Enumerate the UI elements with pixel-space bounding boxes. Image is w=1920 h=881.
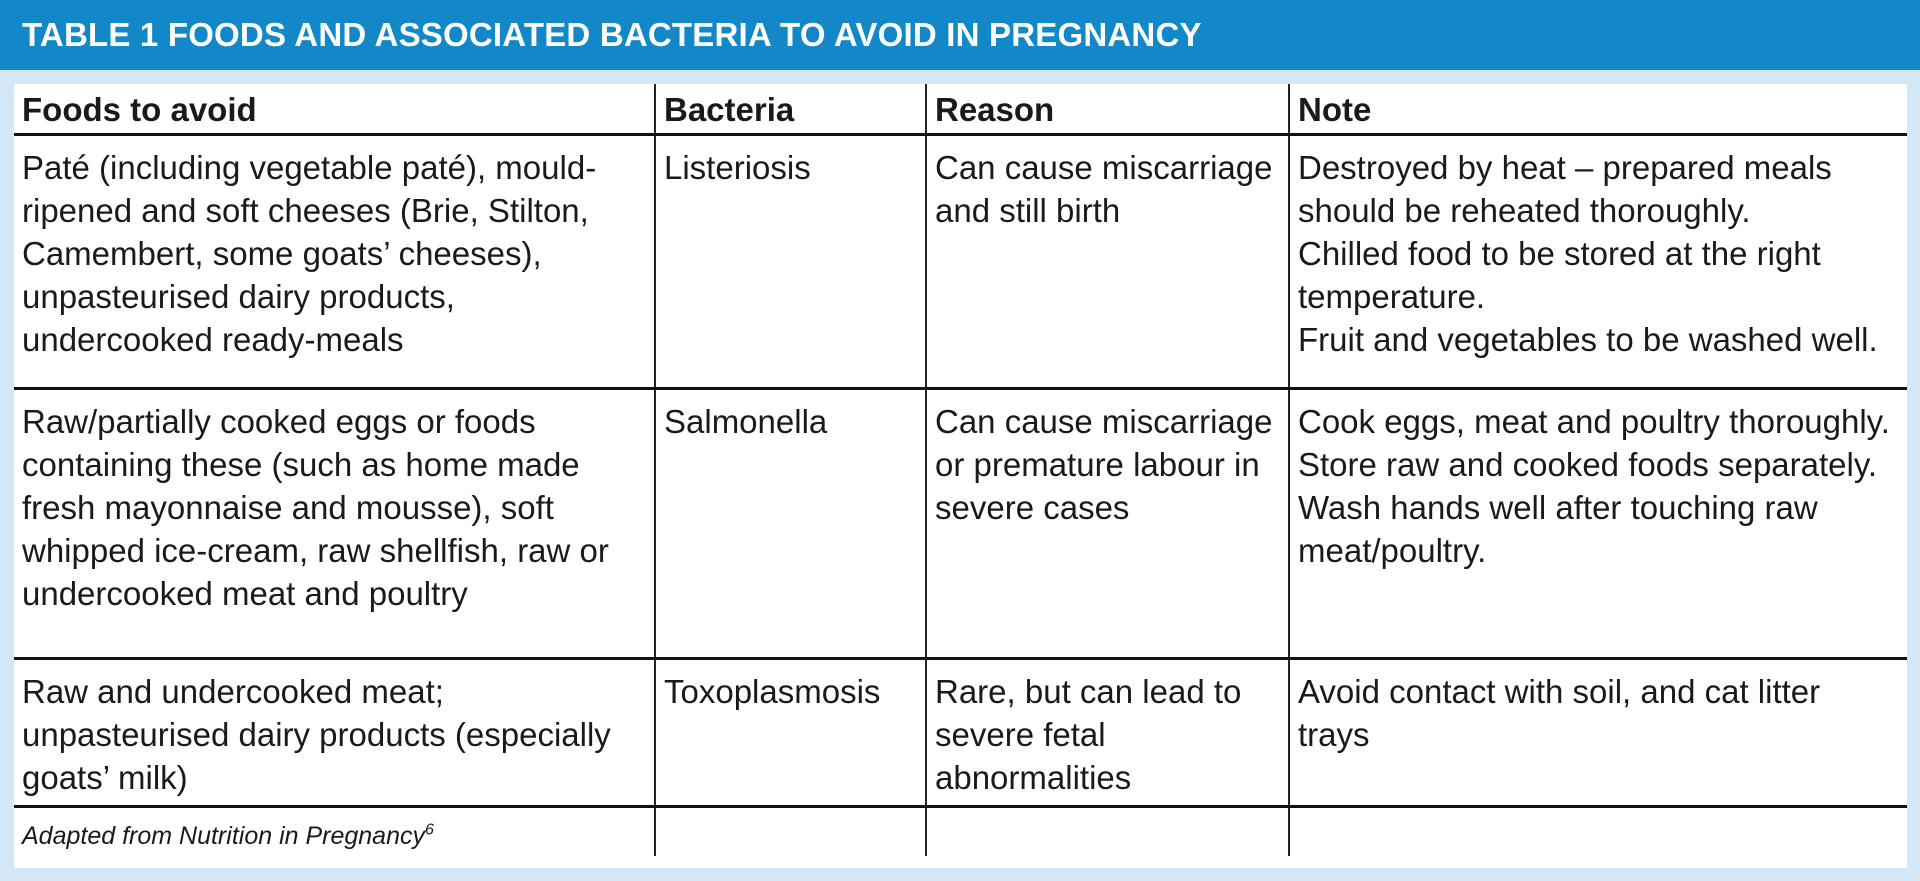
table-title-bar (0, 0, 1920, 70)
source-cell (14, 806, 655, 856)
table-footer-row (14, 806, 1907, 856)
header-note: Note (1289, 84, 1907, 134)
cell-bacteria: Toxoplasmosis (655, 658, 926, 806)
table-row (14, 134, 1907, 388)
footer-empty-cell (1289, 806, 1907, 856)
table-row (14, 658, 1907, 806)
header-reason: Reason (926, 84, 1289, 134)
table-row (14, 388, 1907, 658)
header-bacteria: Bacteria (655, 84, 926, 134)
note-line: Chilled food to be stored at the right temperature. (1298, 234, 1821, 315)
cell-bacteria: Salmonella (655, 388, 926, 658)
note-line: Wash hands well after touching raw meat/poultry. (1298, 488, 1818, 569)
cell-foods: Raw/partially cooked eggs or foods containing these (such as home made fresh mayonnaise and mousse), soft whipped ice-cream, raw shellfish, raw or undercooked meat and poultry (14, 388, 655, 658)
table-title: TABLE 1 FOODS AND ASSOCIATED BACTERIA TO AVOID IN PREGNANCY (22, 16, 1202, 53)
cell-note (1289, 388, 1907, 658)
cell-foods: Raw and undercooked meat; unpasteurised dairy products (especially goats’ milk) (14, 658, 655, 806)
table-header-row (14, 84, 1907, 134)
source-note (22, 822, 434, 850)
source-text: Adapted from Nutrition in Pregnancy (22, 821, 425, 850)
cell-reason: Can cause miscarriage or premature labour in severe cases (926, 388, 1289, 658)
footer-empty-cell (926, 806, 1289, 856)
cell-foods: Paté (including vegetable paté), mould-ripened and soft cheeses (Brie, Stilton, Camembert, some goats’ cheeses), unpasteurised dairy products, undercooked ready-meals (14, 134, 655, 388)
foods-table (14, 84, 1907, 856)
cell-note (1289, 134, 1907, 388)
note-line: Fruit and vegetables to be washed well. (1298, 320, 1878, 358)
note-line: Destroyed by heat – prepared meals should be reheated thoroughly. (1298, 148, 1832, 229)
footer-empty-cell (655, 806, 926, 856)
cell-reason: Rare, but can lead to severe fetal abnormalities (926, 658, 1289, 806)
source-reference: 6 (425, 821, 434, 839)
table-container (14, 84, 1907, 868)
cell-note (1289, 658, 1907, 806)
note-line: Cook eggs, meat and poultry thoroughly. (1298, 402, 1890, 440)
header-foods: Foods to avoid (14, 84, 655, 134)
cell-bacteria: Listeriosis (655, 134, 926, 388)
cell-reason: Can cause miscarriage and still birth (926, 134, 1289, 388)
note-line: Store raw and cooked foods separately. (1298, 445, 1878, 483)
note-line: Avoid contact with soil, and cat litter trays (1298, 672, 1821, 753)
